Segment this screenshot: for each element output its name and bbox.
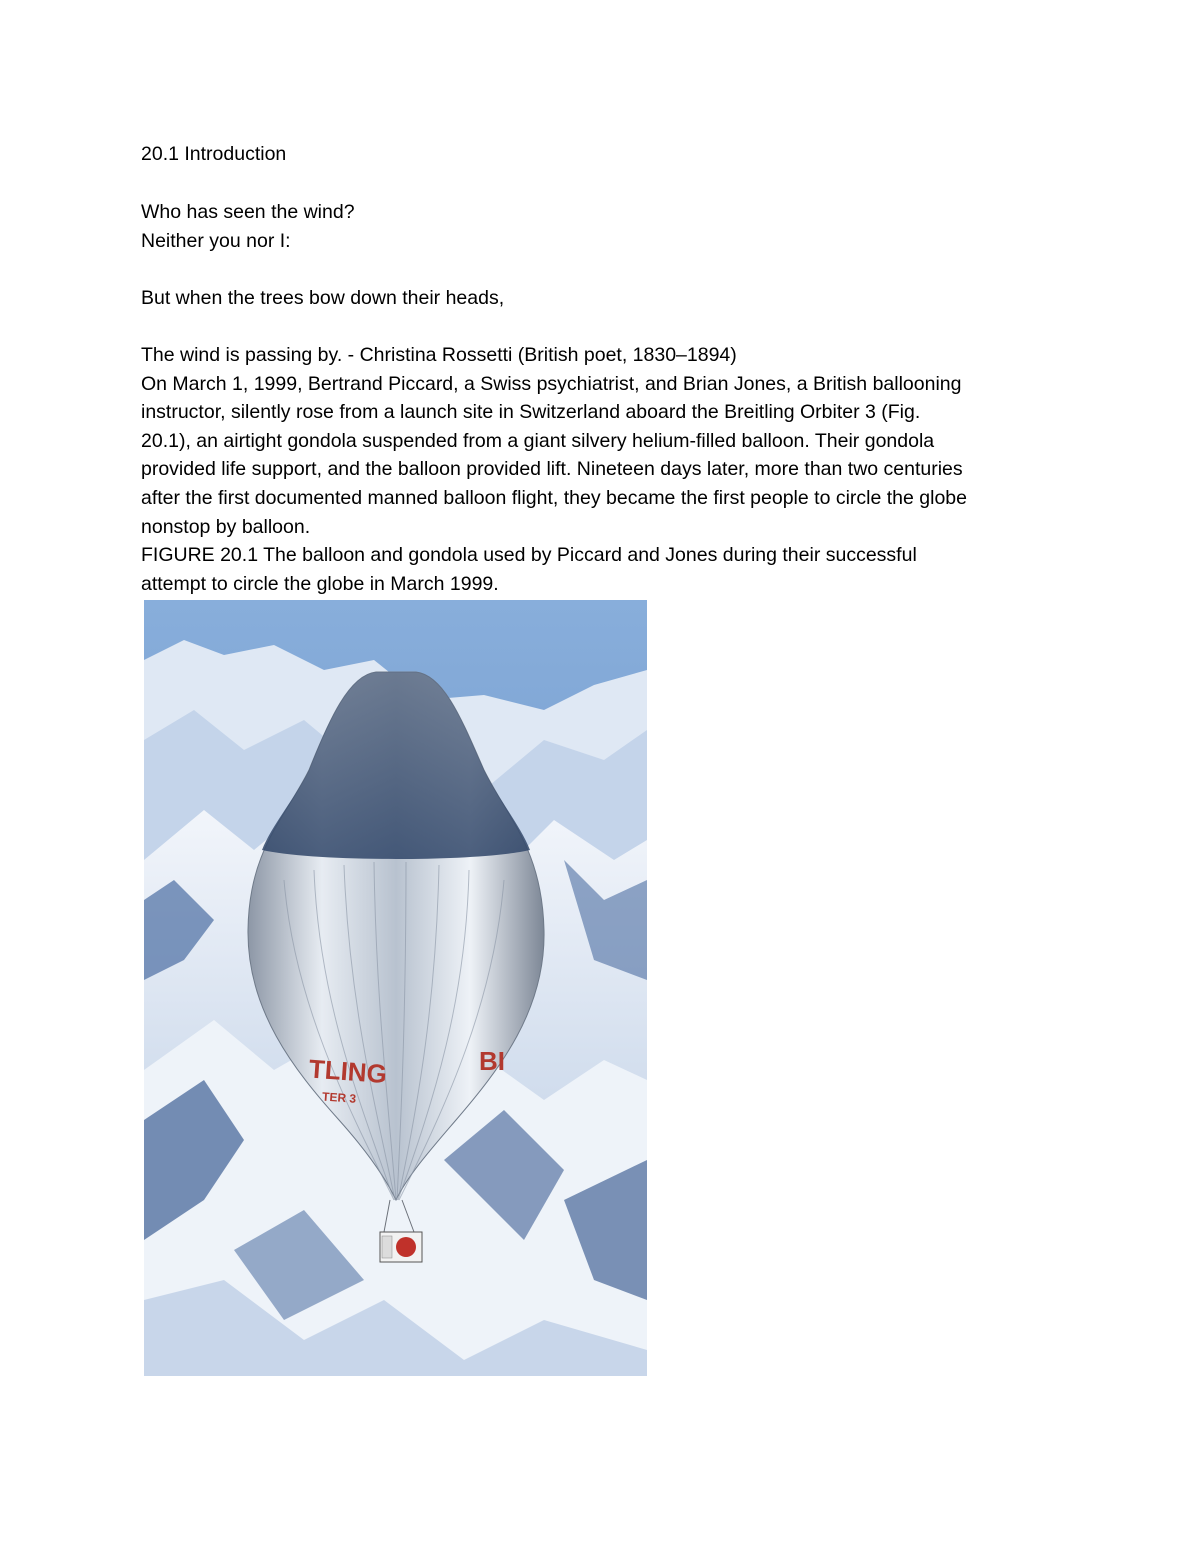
body-line: 20.1), an airtight gondola suspended from a giant silvery helium-filled balloon. Their gondola xyxy=(141,429,935,452)
body-paragraph xyxy=(141,341,1071,598)
balloon-photo xyxy=(144,600,647,1376)
body-line: after the first documented manned balloon flight, they became the first people to circle the globe xyxy=(141,486,967,509)
section-heading xyxy=(141,140,1071,169)
figure-caption-line: attempt to circle the globe in March 1999. xyxy=(141,572,499,595)
body-line: The wind is passing by. - Christina Rossetti (British poet, 1830–1894) xyxy=(141,344,737,366)
figure-caption-line: FIGURE 20.1 The balloon and gondola used by Piccard and Jones during their successful xyxy=(141,544,917,567)
poem-line: Who has seen the wind? xyxy=(141,201,355,223)
body-line: nonstop by balloon. xyxy=(141,515,311,538)
body-line: On March 1, 1999, Bertrand Piccard, a Swiss psychiatrist, and Brian Jones, a British ballooning xyxy=(141,372,962,395)
balloon-lettering: TLING xyxy=(307,1053,388,1089)
balloon-lettering: BI xyxy=(479,1046,505,1076)
poem-line: Neither you nor I: xyxy=(141,229,291,252)
heading-text: 20.1 Introduction xyxy=(141,143,287,165)
poem-stanza xyxy=(141,284,1071,313)
balloon-photo-illustration xyxy=(144,600,647,1376)
body-line: provided life support, and the balloon provided lift. Nineteen days later, more than two centuries xyxy=(141,458,963,481)
balloon-lettering: TER 3 xyxy=(321,1089,357,1106)
body-line: instructor, silently rose from a launch site in Switzerland aboard the Breitling Orbiter 3 (Fig. xyxy=(141,401,921,424)
poem-stanza xyxy=(141,198,1071,255)
poem-line: But when the trees bow down their heads, xyxy=(141,287,505,309)
